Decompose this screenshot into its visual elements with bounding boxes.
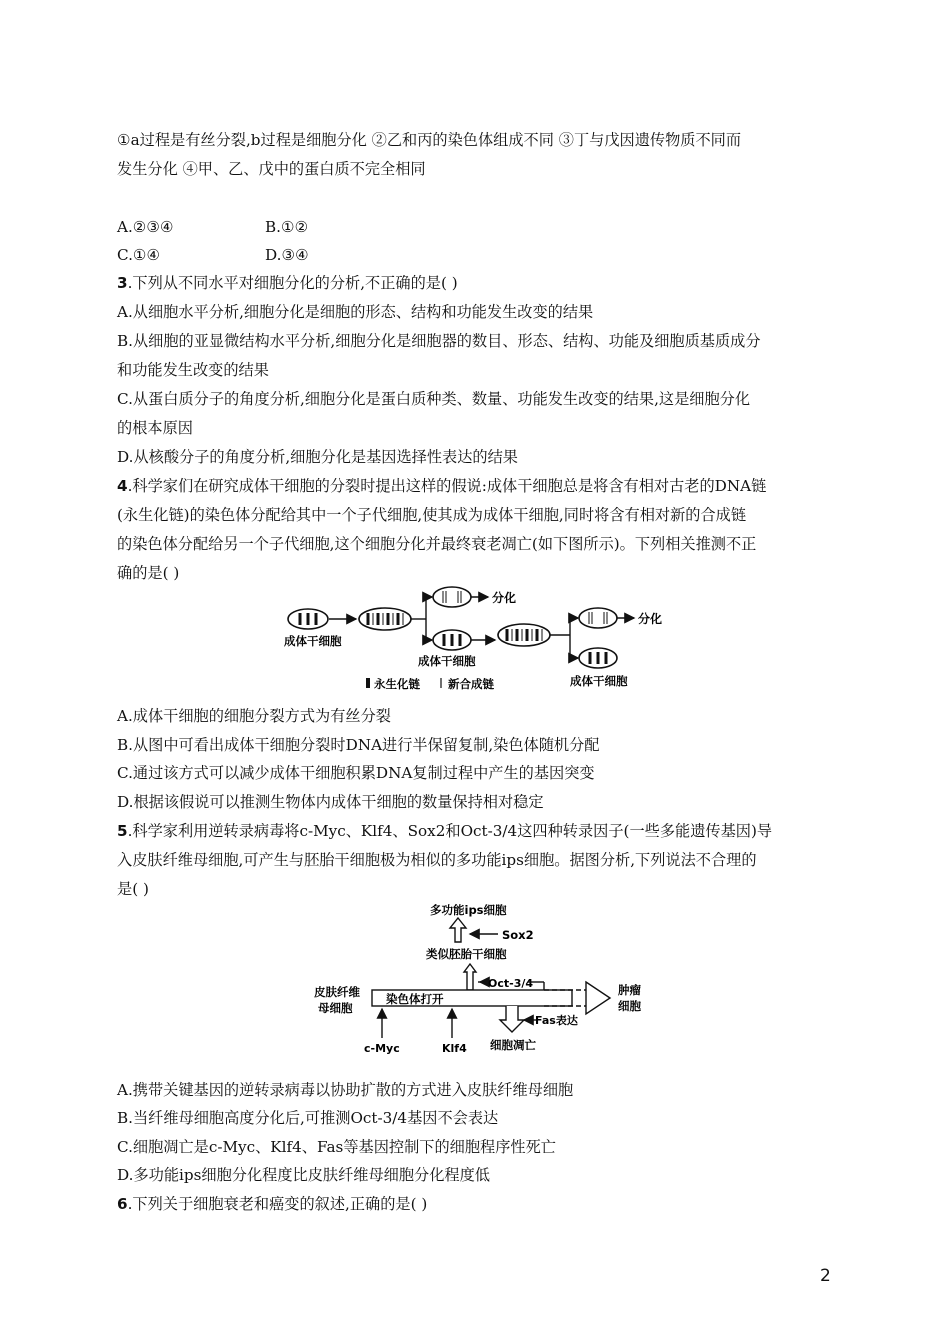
- q4-option-b: B.从图中可看出成体干细胞分裂时DNA进行半保留复制,染色体随机分配: [117, 736, 600, 754]
- differentiating-cell-1: [433, 587, 471, 607]
- page-number: 2: [820, 1266, 831, 1286]
- q3-option-a: A.从细胞水平分析,细胞分化是细胞的形态、结构和功能发生改变的结果: [117, 303, 594, 321]
- q3-option-b-line1: B.从细胞的亚显微结构水平分析,细胞分化是细胞器的数目、形态、结构、功能及细胞质基质成分: [117, 332, 761, 350]
- q3-option-c-line2: 的根本原因: [117, 419, 193, 437]
- q2-option-d: D.③④: [265, 246, 309, 264]
- label-tumor-2: 细胞: [618, 999, 641, 1013]
- differentiating-cell-2: [579, 608, 617, 628]
- label-differentiate-1: 分化: [492, 591, 517, 605]
- q3-option-c-line1: C.从蛋白质分子的角度分析,细胞分化是蛋白质种类、数量、功能发生改变的结果,这是细胞分化: [117, 390, 751, 408]
- q3-option-d: D.从核酸分子的角度分析,细胞分化是基因选择性表达的结果: [117, 448, 518, 466]
- label-apoptosis: 细胞凋亡: [490, 1038, 536, 1052]
- q4-stem-line4: 确的是( ): [117, 564, 180, 582]
- label-chromosome-open: 染色体打开: [386, 992, 444, 1006]
- q5-option-d: D.多功能ips细胞分化程度比皮肤纤维母细胞分化程度低: [117, 1166, 490, 1184]
- q4-option-a: A.成体干细胞的细胞分裂方式为有丝分裂: [117, 707, 391, 725]
- q3-number: 3: [117, 274, 128, 292]
- label-sox2: Sox2: [502, 928, 534, 942]
- label-skin-2: 母细胞: [318, 1001, 353, 1015]
- label-oct: Oct-3/4: [488, 977, 534, 990]
- q5-number: 5: [117, 822, 128, 840]
- label-stem-cell-2: 成体干细胞: [418, 654, 476, 668]
- q3-option-b-line2: 和功能发生改变的结果: [117, 361, 269, 379]
- label-fas: Fas表达: [535, 1014, 578, 1027]
- q4-stem-text1: .科学家们在研究成体干细胞的分裂时提出这样的假说:成体干细胞总是将含有相对古老的DNA链: [127, 477, 767, 495]
- q5-option-a: A.携带关键基因的逆转录病毒以协助扩散的方式进入皮肤纤维母细胞: [117, 1081, 574, 1099]
- label-ips-cell: 多功能ips细胞: [430, 903, 507, 917]
- label-tumor-1: 肿瘤: [618, 983, 641, 997]
- label-skin-1: 皮肤纤维: [314, 985, 360, 999]
- label-cmyc: c-Myc: [364, 1042, 400, 1055]
- q4-number: 4: [117, 477, 128, 495]
- legend-new-strand: 新合成链: [448, 677, 494, 691]
- q6-number: 6: [117, 1195, 128, 1213]
- legend-old-strand-swatch: [366, 678, 370, 688]
- q2-statement-line2: 发生分化 ④甲、乙、戊中的蛋白质不完全相同: [117, 160, 426, 178]
- q4-stem-line2: (永生化链)的染色体分配给其中一个子代细胞,使其成为成体干细胞,同时将含有相对新的合成链: [117, 506, 747, 524]
- legend-old-strand: 永生化链: [374, 677, 420, 691]
- label-klf4: Klf4: [442, 1042, 467, 1055]
- q5-ips-diagram: [300, 898, 650, 1064]
- q4-stem-line3: 的染色体分配给另一个子代细胞,这个细胞分化并最终衰老凋亡(如下图所示)。下列相关推测不正: [117, 535, 757, 553]
- q2-option-a: A.②③④: [117, 218, 174, 236]
- q6-stem-text: .下列关于细胞衰老和癌变的叙述,正确的是( ): [127, 1195, 428, 1213]
- q5-option-b: B.当纤维母细胞高度分化后,可推测Oct-3/4基因不会表达: [117, 1109, 499, 1127]
- q4-stem-cell-diagram: [280, 578, 680, 696]
- q5-stem-text1: .科学家利用逆转录病毒将c-Myc、Klf4、Sox2和Oct-3/4这四种转录因子(一些多能遗传基因)导: [127, 822, 773, 840]
- q5-stem-line1: [117, 821, 772, 841]
- q3-stem-text: .下列从不同水平对细胞分化的分析,不正确的是( ): [127, 274, 458, 292]
- arrow-to-apoptosis: [500, 1006, 524, 1032]
- label-stem-cell-1: 成体干细胞: [284, 634, 342, 648]
- label-embryo-like-cell: 类似胚胎干细胞: [426, 947, 507, 961]
- label-differentiate-2: 分化: [638, 612, 663, 626]
- q4-option-d: D.根据该假说可以推测生物体内成体干细胞的数量保持相对稳定: [117, 793, 544, 811]
- q2-statement-line1: ①a过程是有丝分裂,b过程是细胞分化 ②乙和丙的染色体组成不同 ③丁与戊因遗传物质不同而: [117, 131, 742, 149]
- label-stem-cell-3: 成体干细胞: [570, 674, 628, 688]
- q6-stem: [117, 1194, 427, 1214]
- q5-option-c: C.细胞凋亡是c-Myc、Klf4、Fas等基因控制下的细胞程序性死亡: [117, 1138, 556, 1156]
- q3-stem: [117, 273, 458, 293]
- q2-option-c: C.①④: [117, 246, 161, 264]
- q4-stem-line1: [117, 476, 766, 496]
- q4-option-c: C.通过该方式可以减少成体干细胞积累DNA复制过程中产生的基因突变: [117, 764, 595, 782]
- arrow-to-tumor: [586, 982, 610, 1014]
- arrow-to-ips: [450, 918, 466, 942]
- q5-stem-line3: 是( ): [117, 880, 149, 898]
- q5-stem-line2: 入皮肤纤维母细胞,可产生与胚胎干细胞极为相似的多功能ips细胞。据图分析,下列说法不合理的: [117, 851, 757, 869]
- q2-option-b: B.①②: [265, 218, 309, 236]
